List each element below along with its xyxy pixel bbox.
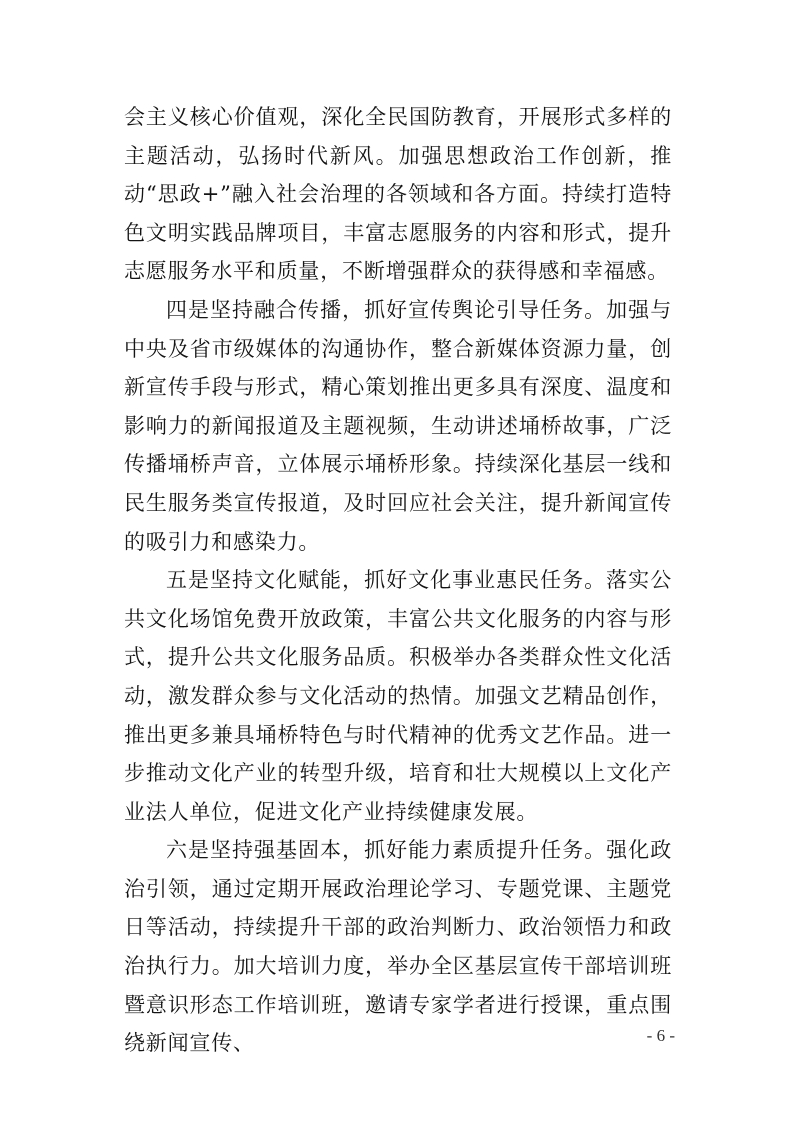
page-number: - 6 - — [646, 1026, 675, 1045]
paragraph-continued: 会主义核心价值观，深化全民国防教育，开展形式多样的主题活动，弘扬时代新风。加强思想政治工作创新，推动“思政+”融入社会治理的各领域和各方面。持续打造特色文明实践品牌项目，丰富志愿服务的内容和形式，提升志愿服务水平和质量，不断增强群众的获得感和幸福感。 — [124, 105, 672, 284]
paragraph-capacity-building: 六是坚持强基固本，抓好能力素质提升任务。强化政治引领，通过定期开展政治理论学习、专题党课、主题党日等活动，持续提升干部的政治判断力、政治领悟力和政治执行力。加大培训力度，举办全区基层宣传干部培训班暨意识形态工作培训班，邀请专家学者进行授课，重点围绕新闻宣传、 — [124, 838, 672, 1056]
paragraph-media-communication: 四是坚持融合传播，抓好宣传舆论引导任务。加强与中央及省市级媒体的沟通协作，整合新媒体资源力量，创新宣传手段与形式，精心策划推出更多具有深度、温度和影响力的新闻报道及主题视频，生动讲述埇桥故事，广泛传播埇桥声音，立体展示埇桥形象。持续深化基层一线和民生服务类宣传报道，及时回应社会关注，提升新闻宣传的吸引力和感染力。 — [124, 297, 672, 554]
document-body — [124, 98, 672, 1063]
paragraph-culture-empowerment: 五是坚持文化赋能，抓好文化事业惠民任务。落实公共文化场馆免费开放政策，丰富公共文化服务的内容与形式，提升公共文化服务品质。积极举办各类群众性文化活动，激发群众参与文化活动的热情。加强文艺精品创作，推出更多兼具埇桥特色与时代精神的优秀文艺作品。进一步推动文化产业的转型升级，培育和壮大规模以上文化产业法人单位，促进文化产业持续健康发展。 — [124, 568, 672, 824]
